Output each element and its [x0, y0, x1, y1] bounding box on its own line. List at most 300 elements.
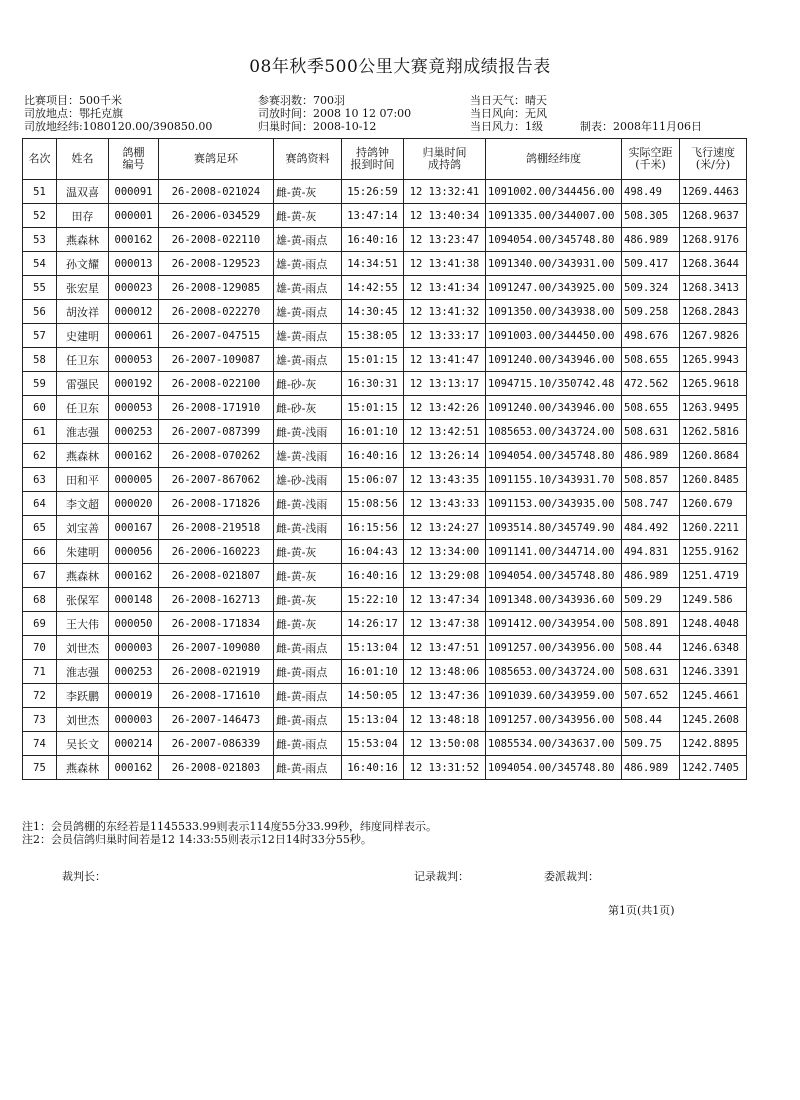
- recorder-referee-label: 记录裁判：: [414, 870, 469, 883]
- info-block-weather: [470, 94, 547, 133]
- cell-speed: 1267.9826: [680, 324, 747, 348]
- cell-name: 田存: [57, 204, 109, 228]
- cell-rank: 66: [23, 540, 57, 564]
- cell-loft-id: 000162: [109, 756, 159, 780]
- table-row: [23, 300, 747, 324]
- cell-speed: 1263.9495: [680, 396, 747, 420]
- cell-arrival-time: 12 13:33:17: [404, 324, 486, 348]
- cell-clock-time: 16:01:10: [342, 420, 404, 444]
- cell-ring-number: 26-2006-034529: [159, 204, 274, 228]
- info-block-race: [24, 94, 212, 133]
- cell-clock-time: 15:38:05: [342, 324, 404, 348]
- cell-distance: 508.305: [622, 204, 680, 228]
- cell-arrival-time: 12 13:41:47: [404, 348, 486, 372]
- cell-arrival-time: 12 13:47:38: [404, 612, 486, 636]
- header-arrival-time: 归巢时间 成持鸽: [404, 139, 486, 180]
- cell-loft-coords: 1091003.00/344450.00: [486, 324, 622, 348]
- info-race-item: 比赛项目：500千米: [24, 94, 122, 107]
- cell-arrival-time: 12 13:34:00: [404, 540, 486, 564]
- cell-rank: 73: [23, 708, 57, 732]
- cell-loft-id: 000061: [109, 324, 159, 348]
- cell-name: 李文超: [57, 492, 109, 516]
- cell-rank: 55: [23, 276, 57, 300]
- table-row: [23, 204, 747, 228]
- cell-arrival-time: 12 13:41:32: [404, 300, 486, 324]
- cell-rank: 53: [23, 228, 57, 252]
- cell-name: 淮志强: [57, 660, 109, 684]
- cell-loft-coords: 1091335.00/344007.00: [486, 204, 622, 228]
- cell-distance: 494.831: [622, 540, 680, 564]
- cell-name: 王大伟: [57, 612, 109, 636]
- cell-clock-time: 14:30:45: [342, 300, 404, 324]
- cell-arrival-time: 12 13:48:06: [404, 660, 486, 684]
- cell-ring-number: 26-2007-146473: [159, 708, 274, 732]
- table-row: [23, 180, 747, 204]
- cell-rank: 61: [23, 420, 57, 444]
- cell-pigeon-info: 雌-黄-雨点: [274, 708, 342, 732]
- info-weather: 当日天气：晴天: [470, 94, 547, 107]
- cell-loft-id: 000013: [109, 252, 159, 276]
- cell-clock-time: 15:08:56: [342, 492, 404, 516]
- cell-arrival-time: 12 13:47:34: [404, 588, 486, 612]
- cell-clock-time: 16:15:56: [342, 516, 404, 540]
- cell-ring-number: 26-2008-129523: [159, 252, 274, 276]
- cell-name: 温双喜: [57, 180, 109, 204]
- cell-loft-coords: 1091350.00/343938.00: [486, 300, 622, 324]
- cell-speed: 1248.4048: [680, 612, 747, 636]
- cell-pigeon-info: 雄-黄-雨点: [274, 324, 342, 348]
- cell-pigeon-info: 雄-黄-浅雨: [274, 444, 342, 468]
- cell-ring-number: 26-2006-160223: [159, 540, 274, 564]
- cell-distance: 498.676: [622, 324, 680, 348]
- cell-ring-number: 26-2007-109087: [159, 348, 274, 372]
- table-row: [23, 228, 747, 252]
- cell-speed: 1242.7405: [680, 756, 747, 780]
- cell-loft-id: 000167: [109, 516, 159, 540]
- cell-pigeon-info: 雌-黄-浅雨: [274, 420, 342, 444]
- header-name: 姓名: [57, 139, 109, 180]
- cell-clock-time: 14:26:17: [342, 612, 404, 636]
- cell-arrival-time: 12 13:32:41: [404, 180, 486, 204]
- cell-loft-id: 000053: [109, 348, 159, 372]
- cell-ring-number: 26-2008-219518: [159, 516, 274, 540]
- cell-ring-number: 26-2008-171610: [159, 684, 274, 708]
- cell-name: 张宏星: [57, 276, 109, 300]
- cell-loft-id: 000012: [109, 300, 159, 324]
- cell-loft-coords: 1094054.00/345748.80: [486, 228, 622, 252]
- cell-ring-number: 26-2008-022100: [159, 372, 274, 396]
- cell-arrival-time: 12 13:40:34: [404, 204, 486, 228]
- cell-ring-number: 26-2008-021024: [159, 180, 274, 204]
- cell-rank: 57: [23, 324, 57, 348]
- cell-pigeon-info: 雌-黄-雨点: [274, 684, 342, 708]
- cell-loft-coords: 1094054.00/345748.80: [486, 756, 622, 780]
- header-clock-time: 持鸽钟 报到时间: [342, 139, 404, 180]
- cell-rank: 51: [23, 180, 57, 204]
- cell-loft-id: 000162: [109, 444, 159, 468]
- cell-arrival-time: 12 13:41:38: [404, 252, 486, 276]
- info-release-coords: 司放地经纬:1080120.00/390850.00: [24, 120, 213, 133]
- cell-name: 燕森林: [57, 228, 109, 252]
- table-row: [23, 564, 747, 588]
- cell-ring-number: 26-2007-086339: [159, 732, 274, 756]
- footnote-1: 注1：会员鸽棚的东经若是1145533.99则表示114度55分33.99秒，纬度同样表示。: [22, 820, 437, 833]
- cell-loft-id: 000023: [109, 276, 159, 300]
- cell-pigeon-info: 雌-砂-灰: [274, 372, 342, 396]
- cell-loft-coords: 1091412.00/343954.00: [486, 612, 622, 636]
- cell-clock-time: 16:30:31: [342, 372, 404, 396]
- cell-distance: 498.49: [622, 180, 680, 204]
- cell-speed: 1262.5816: [680, 420, 747, 444]
- cell-distance: 484.492: [622, 516, 680, 540]
- info-made-date: 制表：2008年11月06日: [580, 120, 702, 133]
- cell-arrival-time: 12 13:23:47: [404, 228, 486, 252]
- cell-pigeon-info: 雌-黄-雨点: [274, 660, 342, 684]
- cell-name: 淮志强: [57, 420, 109, 444]
- cell-loft-coords: 1091002.00/344456.00: [486, 180, 622, 204]
- cell-loft-id: 000091: [109, 180, 159, 204]
- cell-loft-id: 000001: [109, 204, 159, 228]
- cell-ring-number: 26-2008-129085: [159, 276, 274, 300]
- cell-rank: 70: [23, 636, 57, 660]
- table-row: [23, 732, 747, 756]
- cell-name: 刘世杰: [57, 708, 109, 732]
- cell-ring-number: 26-2008-171834: [159, 612, 274, 636]
- cell-distance: 486.989: [622, 564, 680, 588]
- cell-name: 田和平: [57, 468, 109, 492]
- cell-distance: 509.29: [622, 588, 680, 612]
- cell-arrival-time: 12 13:43:35: [404, 468, 486, 492]
- cell-speed: 1249.586: [680, 588, 747, 612]
- cell-pigeon-info: 雌-黄-雨点: [274, 636, 342, 660]
- cell-pigeon-info: 雌-黄-灰: [274, 588, 342, 612]
- cell-clock-time: 16:40:16: [342, 756, 404, 780]
- cell-loft-coords: 1091141.00/344714.00: [486, 540, 622, 564]
- cell-arrival-time: 12 13:29:08: [404, 564, 486, 588]
- cell-arrival-time: 12 13:42:51: [404, 420, 486, 444]
- cell-loft-coords: 1085534.00/343637.00: [486, 732, 622, 756]
- cell-speed: 1245.4661: [680, 684, 747, 708]
- cell-loft-id: 000192: [109, 372, 159, 396]
- cell-ring-number: 26-2008-070262: [159, 444, 274, 468]
- table-row: [23, 324, 747, 348]
- cell-clock-time: 14:50:05: [342, 684, 404, 708]
- cell-rank: 64: [23, 492, 57, 516]
- cell-pigeon-info: 雌-黄-灰: [274, 204, 342, 228]
- cell-rank: 74: [23, 732, 57, 756]
- table-row: [23, 516, 747, 540]
- cell-loft-id: 000019: [109, 684, 159, 708]
- cell-arrival-time: 12 13:24:27: [404, 516, 486, 540]
- cell-loft-coords: 1091039.60/343959.00: [486, 684, 622, 708]
- header-rank: 名次: [23, 139, 57, 180]
- cell-ring-number: 26-2007-867062: [159, 468, 274, 492]
- cell-arrival-time: 12 13:48:18: [404, 708, 486, 732]
- cell-rank: 68: [23, 588, 57, 612]
- cell-distance: 508.891: [622, 612, 680, 636]
- header-pigeon-info: 赛鸽资料: [274, 139, 342, 180]
- cell-distance: 509.324: [622, 276, 680, 300]
- cell-distance: 508.631: [622, 660, 680, 684]
- cell-loft-coords: 1091257.00/343956.00: [486, 708, 622, 732]
- table-row: [23, 348, 747, 372]
- cell-name: 任卫东: [57, 348, 109, 372]
- cell-loft-coords: 1094054.00/345748.80: [486, 564, 622, 588]
- cell-name: 吴长文: [57, 732, 109, 756]
- cell-loft-id: 000053: [109, 396, 159, 420]
- header-ring-number: 赛鸽足环: [159, 139, 274, 180]
- table-row: [23, 684, 747, 708]
- cell-loft-coords: 1085653.00/343724.00: [486, 660, 622, 684]
- table-row: [23, 276, 747, 300]
- table-row: [23, 252, 747, 276]
- cell-rank: 67: [23, 564, 57, 588]
- table-header-row: [23, 139, 747, 180]
- cell-name: 孙文耀: [57, 252, 109, 276]
- info-return-time: 归巢时间：2008-10-12: [258, 120, 377, 133]
- cell-name: 张保军: [57, 588, 109, 612]
- info-wind-force: 当日风力：1级: [470, 120, 543, 133]
- cell-pigeon-info: 雌-黄-雨点: [274, 756, 342, 780]
- cell-distance: 486.989: [622, 228, 680, 252]
- info-entries: 参赛羽数：700羽: [258, 94, 345, 107]
- cell-rank: 63: [23, 468, 57, 492]
- cell-name: 刘宝善: [57, 516, 109, 540]
- cell-name: 燕森林: [57, 564, 109, 588]
- cell-ring-number: 26-2007-047515: [159, 324, 274, 348]
- cell-speed: 1260.8485: [680, 468, 747, 492]
- cell-speed: 1260.2211: [680, 516, 747, 540]
- cell-ring-number: 26-2008-022110: [159, 228, 274, 252]
- cell-rank: 54: [23, 252, 57, 276]
- cell-ring-number: 26-2007-087399: [159, 420, 274, 444]
- cell-speed: 1268.9176: [680, 228, 747, 252]
- cell-distance: 507.652: [622, 684, 680, 708]
- cell-speed: 1251.4719: [680, 564, 747, 588]
- cell-rank: 65: [23, 516, 57, 540]
- cell-pigeon-info: 雌-黄-浅雨: [274, 492, 342, 516]
- table-row: [23, 468, 747, 492]
- cell-distance: 509.75: [622, 732, 680, 756]
- cell-name: 刘世杰: [57, 636, 109, 660]
- cell-loft-coords: 1091348.00/343936.60: [486, 588, 622, 612]
- cell-clock-time: 16:40:16: [342, 444, 404, 468]
- cell-distance: 508.857: [622, 468, 680, 492]
- cell-pigeon-info: 雌-黄-雨点: [274, 732, 342, 756]
- cell-pigeon-info: 雌-黄-灰: [274, 612, 342, 636]
- cell-arrival-time: 12 13:26:14: [404, 444, 486, 468]
- cell-speed: 1268.2843: [680, 300, 747, 324]
- cell-speed: 1260.8684: [680, 444, 747, 468]
- cell-speed: 1242.8895: [680, 732, 747, 756]
- cell-arrival-time: 12 13:50:08: [404, 732, 486, 756]
- cell-distance: 486.989: [622, 444, 680, 468]
- cell-arrival-time: 12 13:13:17: [404, 372, 486, 396]
- cell-clock-time: 14:34:51: [342, 252, 404, 276]
- cell-distance: 472.562: [622, 372, 680, 396]
- header-speed: 飞行速度 (米/分): [680, 139, 747, 180]
- cell-speed: 1268.9637: [680, 204, 747, 228]
- cell-distance: 508.655: [622, 348, 680, 372]
- cell-rank: 52: [23, 204, 57, 228]
- cell-rank: 60: [23, 396, 57, 420]
- cell-loft-id: 000162: [109, 564, 159, 588]
- cell-clock-time: 16:04:43: [342, 540, 404, 564]
- cell-arrival-time: 12 13:42:26: [404, 396, 486, 420]
- table-row: [23, 540, 747, 564]
- cell-arrival-time: 12 13:31:52: [404, 756, 486, 780]
- results-table-wrap: [22, 138, 747, 780]
- cell-pigeon-info: 雄-黄-雨点: [274, 252, 342, 276]
- cell-loft-coords: 1085653.00/343724.00: [486, 420, 622, 444]
- cell-loft-coords: 1094715.10/350742.48: [486, 372, 622, 396]
- cell-rank: 56: [23, 300, 57, 324]
- cell-clock-time: 15:01:15: [342, 348, 404, 372]
- cell-arrival-time: 12 13:41:34: [404, 276, 486, 300]
- cell-pigeon-info: 雌-黄-灰: [274, 564, 342, 588]
- cell-name: 朱建明: [57, 540, 109, 564]
- page-number: 第1页(共1页): [608, 904, 675, 917]
- cell-loft-coords: 1091247.00/343925.00: [486, 276, 622, 300]
- cell-loft-id: 000253: [109, 660, 159, 684]
- cell-distance: 508.747: [622, 492, 680, 516]
- cell-rank: 72: [23, 684, 57, 708]
- cell-speed: 1269.4463: [680, 180, 747, 204]
- cell-ring-number: 26-2008-021807: [159, 564, 274, 588]
- cell-speed: 1260.679: [680, 492, 747, 516]
- cell-speed: 1246.3391: [680, 660, 747, 684]
- cell-loft-id: 000148: [109, 588, 159, 612]
- cell-rank: 69: [23, 612, 57, 636]
- cell-distance: 508.631: [622, 420, 680, 444]
- cell-loft-id: 000050: [109, 612, 159, 636]
- cell-ring-number: 26-2008-162713: [159, 588, 274, 612]
- table-body: [23, 180, 747, 780]
- cell-clock-time: 14:42:55: [342, 276, 404, 300]
- cell-loft-coords: 1093514.80/345749.90: [486, 516, 622, 540]
- cell-clock-time: 13:47:14: [342, 204, 404, 228]
- cell-speed: 1245.2608: [680, 708, 747, 732]
- cell-loft-coords: 1091153.00/343935.00: [486, 492, 622, 516]
- table-row: [23, 756, 747, 780]
- results-table: [22, 138, 747, 780]
- cell-loft-coords: 1091240.00/343946.00: [486, 396, 622, 420]
- header-distance: 实际空距 (千米): [622, 139, 680, 180]
- cell-loft-id: 000003: [109, 636, 159, 660]
- footnotes: [22, 820, 437, 846]
- cell-loft-id: 000162: [109, 228, 159, 252]
- cell-arrival-time: 12 13:47:36: [404, 684, 486, 708]
- cell-distance: 508.44: [622, 636, 680, 660]
- footnote-2: 注2：会员信鸽归巢时间若是12 14:33:55则表示12日14时33分55秒。: [22, 833, 372, 846]
- cell-name: 燕森林: [57, 444, 109, 468]
- report-title: 08年秋季500公里大赛竟翔成绩报告表: [249, 57, 551, 77]
- info-block-time: [258, 94, 411, 133]
- cell-rank: 75: [23, 756, 57, 780]
- cell-loft-id: 000005: [109, 468, 159, 492]
- cell-ring-number: 26-2007-109080: [159, 636, 274, 660]
- cell-clock-time: 16:40:16: [342, 228, 404, 252]
- cell-arrival-time: 12 13:43:33: [404, 492, 486, 516]
- cell-pigeon-info: 雌-砂-灰: [274, 396, 342, 420]
- cell-pigeon-info: 雌-黄-灰: [274, 180, 342, 204]
- cell-speed: 1255.9162: [680, 540, 747, 564]
- cell-rank: 71: [23, 660, 57, 684]
- info-wind-direction: 当日风向：无风: [470, 107, 547, 120]
- cell-clock-time: 15:06:07: [342, 468, 404, 492]
- cell-name: 任卫东: [57, 396, 109, 420]
- cell-clock-time: 15:13:04: [342, 708, 404, 732]
- cell-distance: 508.655: [622, 396, 680, 420]
- cell-ring-number: 26-2008-021803: [159, 756, 274, 780]
- table-row: [23, 636, 747, 660]
- cell-loft-id: 000214: [109, 732, 159, 756]
- cell-arrival-time: 12 13:47:51: [404, 636, 486, 660]
- cell-rank: 62: [23, 444, 57, 468]
- cell-loft-coords: 1091340.00/343931.00: [486, 252, 622, 276]
- cell-name: 雷强民: [57, 372, 109, 396]
- cell-pigeon-info: 雌-黄-浅雨: [274, 516, 342, 540]
- cell-ring-number: 26-2008-171910: [159, 396, 274, 420]
- cell-loft-coords: 1091257.00/343956.00: [486, 636, 622, 660]
- cell-loft-id: 000253: [109, 420, 159, 444]
- cell-loft-coords: 1094054.00/345748.80: [486, 444, 622, 468]
- cell-clock-time: 16:40:16: [342, 564, 404, 588]
- cell-loft-id: 000003: [109, 708, 159, 732]
- cell-speed: 1268.3644: [680, 252, 747, 276]
- cell-speed: 1268.3413: [680, 276, 747, 300]
- cell-pigeon-info: 雄-黄-雨点: [274, 276, 342, 300]
- table-row: [23, 372, 747, 396]
- table-row: [23, 396, 747, 420]
- table-row: [23, 708, 747, 732]
- header-loft-coords: 鸽棚经纬度: [486, 139, 622, 180]
- cell-clock-time: 15:53:04: [342, 732, 404, 756]
- cell-distance: 509.417: [622, 252, 680, 276]
- delegate-referee-label: 委派裁判：: [544, 870, 599, 883]
- info-release-place: 司放地点：鄂托克旗: [24, 107, 123, 120]
- cell-loft-coords: 1091240.00/343946.00: [486, 348, 622, 372]
- cell-ring-number: 26-2008-022270: [159, 300, 274, 324]
- cell-loft-coords: 1091155.10/343931.70: [486, 468, 622, 492]
- cell-distance: 486.989: [622, 756, 680, 780]
- cell-pigeon-info: 雄-砂-浅雨: [274, 468, 342, 492]
- cell-clock-time: 16:01:10: [342, 660, 404, 684]
- cell-loft-id: 000056: [109, 540, 159, 564]
- table-row: [23, 492, 747, 516]
- cell-pigeon-info: 雄-黄-雨点: [274, 300, 342, 324]
- cell-name: 燕森林: [57, 756, 109, 780]
- table-row: [23, 420, 747, 444]
- cell-ring-number: 26-2008-171826: [159, 492, 274, 516]
- table-row: [23, 612, 747, 636]
- cell-rank: 58: [23, 348, 57, 372]
- info-release-time: 司放时间：2008 10 12 07:00: [258, 107, 412, 120]
- cell-clock-time: 15:22:10: [342, 588, 404, 612]
- table-row: [23, 660, 747, 684]
- cell-pigeon-info: 雌-黄-灰: [274, 540, 342, 564]
- cell-clock-time: 15:13:04: [342, 636, 404, 660]
- cell-clock-time: 15:01:15: [342, 396, 404, 420]
- cell-pigeon-info: 雄-黄-雨点: [274, 348, 342, 372]
- cell-rank: 59: [23, 372, 57, 396]
- cell-name: 胡汝祥: [57, 300, 109, 324]
- cell-distance: 509.258: [622, 300, 680, 324]
- cell-speed: 1246.6348: [680, 636, 747, 660]
- cell-clock-time: 15:26:59: [342, 180, 404, 204]
- cell-name: 李跃鹏: [57, 684, 109, 708]
- header-loft-id: 鸽棚 编号: [109, 139, 159, 180]
